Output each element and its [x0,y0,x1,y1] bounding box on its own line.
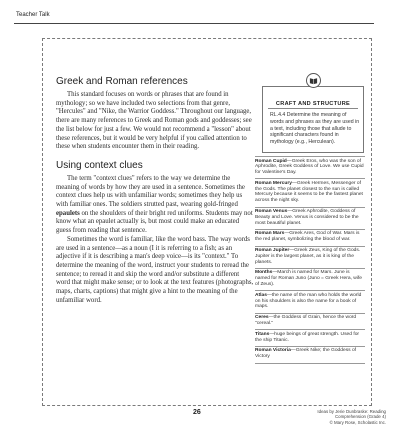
glossary-entry [255,291,365,313]
glossary-entry [255,330,365,347]
glossary-definition: —Greek Eros, who was the son of Aphrodite, Greek Goddess of Love. We use Cupid for Valentine's Day. [255,158,364,176]
glossary-entry [255,347,365,364]
main-column [56,76,254,305]
glossary-definition: —the Goddess of Grain, hence the word "cereal." [255,315,357,327]
heading-greek-roman: Greek and Roman references [56,76,188,87]
paragraph-references: This standard focuses on words or phrases that are found in mythology; so we have included two selections from that genre, "Hercules" and "Nike, the Warrior Goddess." Throughout our language, there are many references to Greek and Roman gods and goddesses; see the list below for just a few. We would not recommend a "lesson" about these references, but it would be very helpful if you called attention to these when students encounter them in their reading. [56,91,252,151]
glossary-term: Months [255,270,273,276]
header-rule [14,23,374,24]
glossary-term: Roman Cupid [255,158,287,164]
glossary-entry [255,230,365,247]
glossary-entry [255,314,365,331]
glossary-term: Atlas [255,292,267,298]
footer-credit [286,409,386,425]
footer-copyright: © Mary Rose, Scholastic Inc. [329,419,386,425]
glossary-definition: —Greek Nike; the Goddess of Victory [255,348,357,360]
glossary-definition: —huge beings of great strength. Used for the ship Titanic. [255,331,360,343]
glossary-definition: —March is named for Mars. June is named for Roman Juno (Juno = Greek Hera, wife of Zeus). [255,270,362,288]
glossary-definition: —Greek Zeus, King of the Gods. Jupiter is the largest planet, as it is king of the planets. [255,248,361,265]
glossary-definition: —Greek Aphrodite, Goddess of Beauty and Love. Venus is considered to be the most beautiful planet. [255,209,359,226]
mythology-glossary [255,156,365,364]
glossary-term: Roman Jupiter [255,248,290,254]
craft-title-rule [268,108,358,109]
epaulets-term: epaulets [56,209,80,217]
paragraph-familiar-words: Sometimes the word is familiar, like the word bass. The way words are used in a sentence—as a noun (I it is referring to a fish; as an adjective if it is describing a man's deep voice—is its "context." To determine the meaning of the word, instruct your students to reread the sentence; to reread it and skip the word and/or substitute a different word that might make sense; or to look at the text features (photographs, maps, charts, captions) that might give a hint to the meaning of the unfamiliar word. [56,235,254,304]
glossary-term: Roman Venus [255,209,288,215]
glossary-entry [255,208,365,230]
running-header: Teacher Talk [16,12,50,18]
glossary-term: Ceres [255,315,269,321]
glossary-definition: —the name of the man who holds the world on his shoulders is also the name for a book of maps. [255,292,362,310]
paragraph-context-definition [56,175,254,236]
glossary-entry [255,269,365,291]
paragraph-context-text-b: on the shoulders of their bright red uniforms. Students may not know what an epaulet actually is, but most could make an educated guess from reading that sentence. [56,209,253,235]
glossary-term: Roman Mercury [255,180,292,186]
glossary-definition: —Greek Ares, God of War. Mars is the red planet, symbolizing the blood of war. [255,231,360,243]
glossary-term: Titans [255,331,270,337]
glossary-entry [255,179,365,207]
heading-context-clues: Using context clues [56,159,143,171]
glossary-term: Roman Victoria [255,348,291,354]
book-icon [306,73,321,88]
paragraph-context-text-a: The term "context clues" refers to the way we determine the meaning of words by how they are used in a sentence. Sometimes the context clues help us with unfamiliar words; sometimes they help us with familiar ones. The soldiers strutted past, wearing gold-fringed [56,174,245,209]
glossary-entry [255,156,365,179]
glossary-entry [255,247,365,269]
glossary-term: Roman Mars [255,231,285,237]
footer-source: Ideas by Jerie Dunbraske: Reading Comprehension (Grade 4) [317,409,386,420]
page-number: 26 [193,409,201,416]
standard-text: RL.4.4 Determine the meaning of words and phrases as they are used in a text, including those that allude to significant characters found in mythology (e.g., Herculean). [270,112,360,146]
craft-structure-title: CRAFT AND STRUCTURE [275,101,351,107]
glossary-definition: —Greek Hermes, Messenger of the Gods. The planet closest to the sun is called Mercury because it seems to be the fastest planet across the night sky. [255,180,363,204]
